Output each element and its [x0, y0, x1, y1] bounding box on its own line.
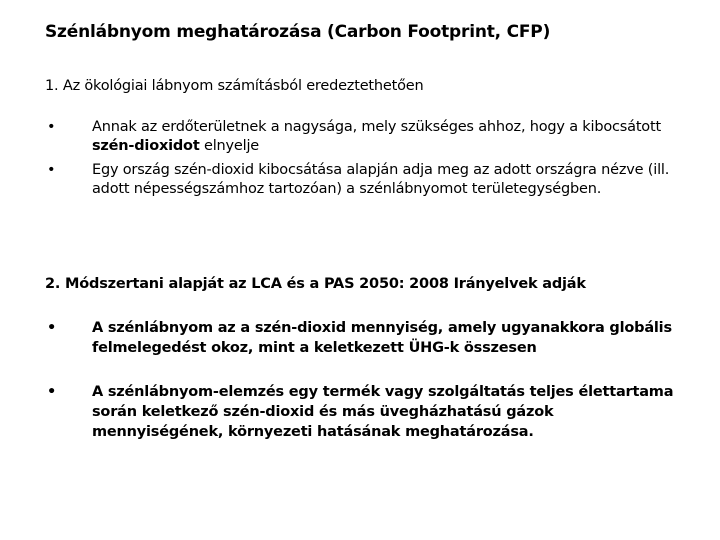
section-2-heading: 2. Módszertani alapját az LCA és a PAS 2050: 2008 Irányelvek adják	[45, 276, 586, 292]
list-item	[45, 382, 685, 442]
item-text-before: Annak az erdőterületnek a nagysága, mely szükséges ahhoz, hogy a kibocsátott	[92, 119, 661, 135]
list-item	[45, 318, 685, 358]
section-2-list	[45, 318, 685, 466]
list-item	[45, 161, 685, 199]
slide-title: Szénlábnyom meghatározása (Carbon Footprint, CFP)	[45, 22, 551, 42]
bullet-icon: •	[47, 162, 56, 178]
item-text: Egy ország szén-dioxid kibocsátása alapján adja meg az adott országra nézve (ill. adott népességszámhoz tartozóan) a szénlábnyomot területegységben.	[92, 162, 670, 197]
bullet-icon: •	[47, 119, 56, 135]
item-text: A szénlábnyom az a szén-dioxid mennyiség, amely ugyanakkora globális felmelegedést okoz, mint a keletkezett ÜHG-k összesen	[92, 320, 672, 356]
section-1-list	[45, 118, 685, 204]
list-item	[45, 118, 685, 156]
bullet-icon: •	[47, 320, 57, 336]
item-text-bold: szén-dioxidot	[92, 138, 200, 154]
section-1-heading: 1. Az ökológiai lábnyom számításból eredeztethetően	[45, 78, 424, 94]
bullet-icon: •	[47, 384, 57, 400]
item-text-after: elnyelje	[199, 138, 259, 154]
item-text: A szénlábnyom-elemzés egy termék vagy szolgáltatás teljes élettartama során keletkező szén-dioxid és más üvegházhatású gázok mennyiségének, környezeti hatásának meghatározása.	[92, 384, 674, 440]
